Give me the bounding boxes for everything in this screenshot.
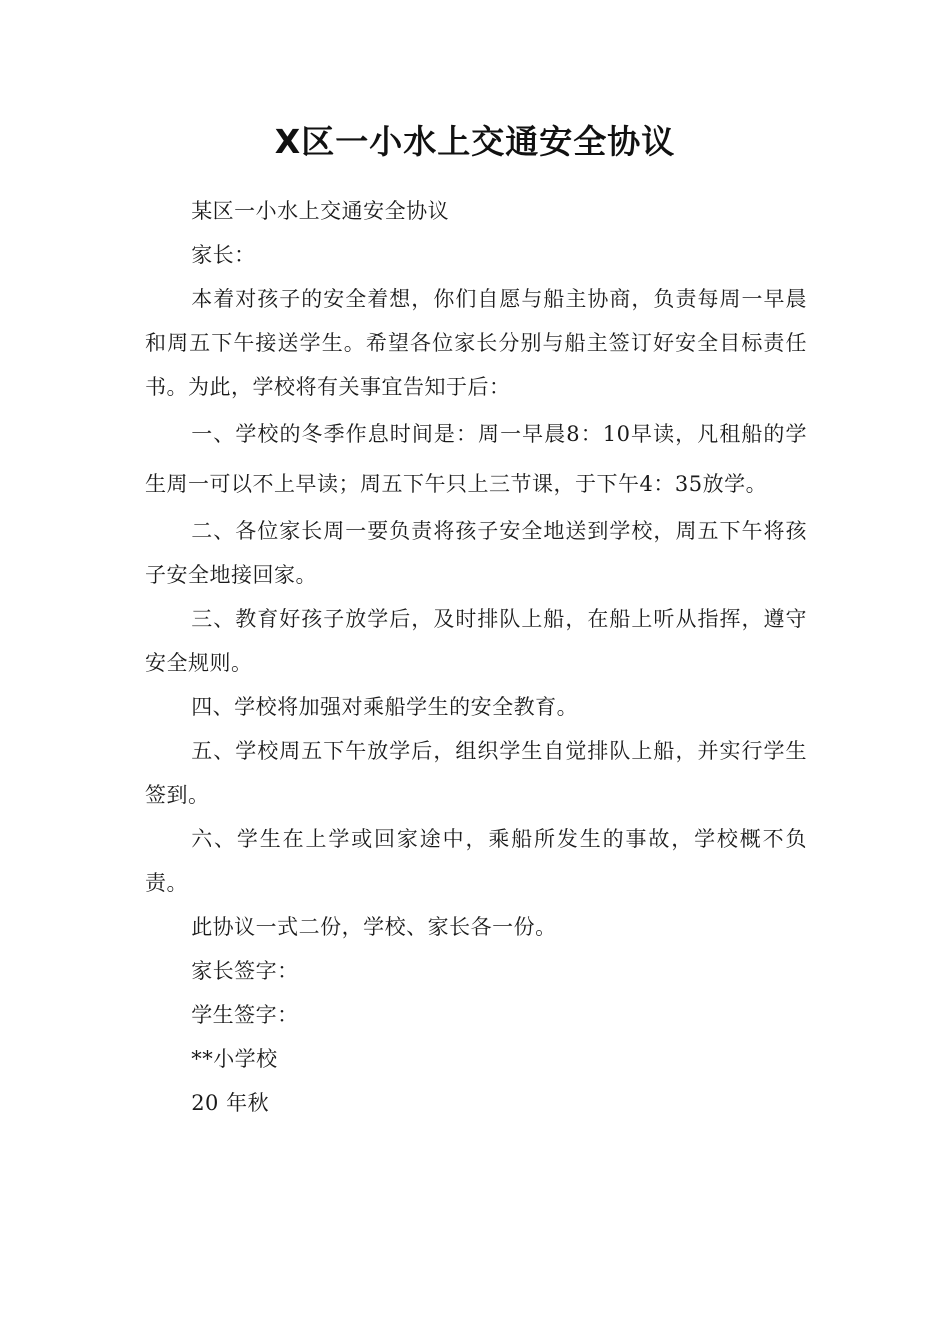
copies-note-paragraph: 此协议一式二份，学校、家长各一份。 — [191, 915, 557, 939]
salutation-paragraph: 家长： — [191, 243, 256, 267]
student-signature-line: 学生签字： — [191, 1003, 299, 1027]
subtitle-paragraph: 某区一小水上交通安全协议 — [191, 199, 450, 223]
clause-5-paragraph: 五、学校周五下午放学后，组织学生自觉排队上船，并实行学生签到。 — [145, 739, 807, 807]
clause-4-paragraph: 四、学校将加强对乘船学生的安全教育。 — [191, 695, 579, 719]
parent-signature-line: 家长签字： — [191, 959, 299, 983]
clause-2-paragraph: 二、各位家长周一要负责将孩子安全地送到学校，周五下午将孩子安全地接回家。 — [145, 519, 807, 587]
date-line: 20 年秋 — [191, 1091, 270, 1115]
clause-1-paragraph: 一、学校的冬季作息时间是：周一早晨8：10早读，凡租船的学生周一可以不上早读；周五下午只上三节课，于下午4：35放学。 — [145, 422, 807, 496]
document-body — [145, 189, 807, 1125]
clause-6-paragraph: 六、学生在上学或回家途中，乘船所发生的事故，学校概不负责。 — [145, 827, 807, 895]
document-title: X区一小水上交通安全协议 — [274, 122, 676, 161]
clause-3-paragraph: 三、教育好孩子放学后，及时排队上船，在船上听从指挥，遵守安全规则。 — [145, 607, 807, 675]
school-name-line: **小学校 — [191, 1047, 278, 1071]
intro-paragraph: 本着对孩子的安全着想，你们自愿与船主协商，负责每周一早晨和周五下午接送学生。希望各位家长分别与船主签订好安全目标责任书。为此，学校将有关事宜告知于后： — [145, 287, 807, 399]
